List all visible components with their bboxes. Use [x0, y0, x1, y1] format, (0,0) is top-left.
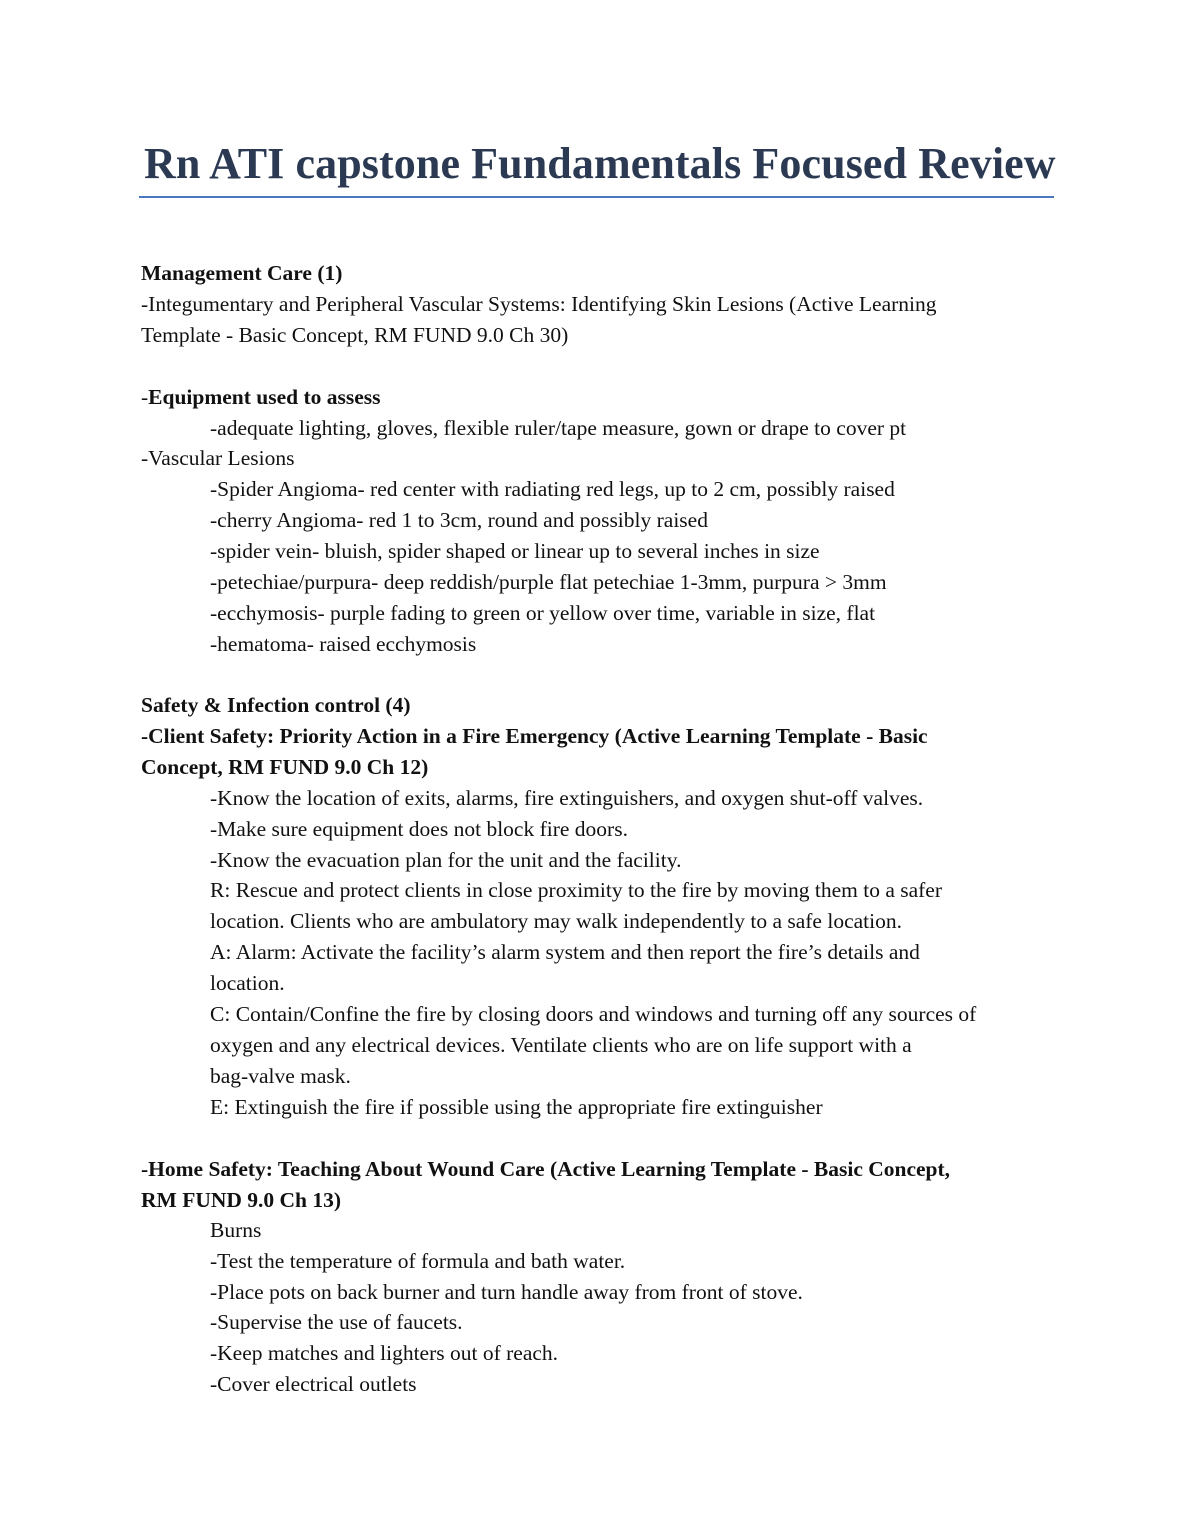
- fire-topic-line1: -Client Safety: Priority Action in a Fire Emergency (Active Learning Template - Basic: [141, 724, 928, 748]
- list-item: bag-valve mask.: [210, 1064, 351, 1088]
- vascular-heading: -Vascular Lesions: [141, 446, 295, 470]
- list-item: -ecchymosis- purple fading to green or yellow over time, variable in size, flat: [210, 601, 876, 625]
- list-item: -petechiae/purpura- deep reddish/purple flat petechiae 1-3mm, purpura > 3mm: [210, 570, 887, 594]
- list-item: -Place pots on back burner and turn handle away from front of stove.: [210, 1280, 803, 1304]
- equipment-dash: -: [141, 385, 149, 409]
- equipment-heading-text: Equipment used to assess: [148, 385, 381, 409]
- document-title: Rn ATI capstone Fundamentals Focused Review: [144, 139, 1056, 188]
- list-item: A: Alarm: Activate the facility’s alarm system and then report the fire’s details and: [210, 940, 920, 964]
- title-underline: [139, 196, 1054, 198]
- management-heading: Management Care (1): [141, 261, 343, 285]
- list-item: -cherry Angioma- red 1 to 3cm, round and possibly raised: [210, 508, 708, 532]
- list-item: -Test the temperature of formula and bath water.: [210, 1249, 626, 1273]
- list-item: -Know the evacuation plan for the unit and the facility.: [210, 848, 682, 872]
- management-topic-line1: -Integumentary and Peripheral Vascular Systems: Identifying Skin Lesions (Active Learning: [141, 292, 937, 316]
- fire-topic-line2: Concept, RM FUND 9.0 Ch 12): [141, 755, 429, 779]
- list-item: E: Extinguish the fire if possible using the appropriate fire extinguisher: [210, 1095, 823, 1119]
- list-item: -Make sure equipment does not block fire doors.: [210, 817, 628, 841]
- list-item: -Cover electrical outlets: [210, 1372, 417, 1396]
- list-item: R: Rescue and protect clients in close proximity to the fire by moving them to a safer: [210, 878, 943, 902]
- list-item: location.: [210, 971, 285, 995]
- list-item: C: Contain/Confine the fire by closing doors and windows and turning off any sources of: [210, 1002, 977, 1026]
- list-item: oxygen and any electrical devices. Ventilate clients who are on life support with a: [210, 1033, 912, 1057]
- safety-heading: Safety & Infection control (4): [141, 693, 411, 717]
- burns-heading: Burns: [210, 1218, 262, 1242]
- list-item: -Keep matches and lighters out of reach.: [210, 1341, 559, 1365]
- list-item: -hematoma- raised ecchymosis: [210, 632, 477, 656]
- equipment-heading: [141, 382, 381, 413]
- equipment-detail: -adequate lighting, gloves, flexible ruler/tape measure, gown or drape to cover pt: [210, 416, 907, 440]
- home-topic-line1: -Home Safety: Teaching About Wound Care (Active Learning Template - Basic Concept,: [141, 1157, 951, 1181]
- home-topic-line2: RM FUND 9.0 Ch 13): [141, 1188, 342, 1212]
- list-item: -Know the location of exits, alarms, fire extinguishers, and oxygen shut-off valves.: [210, 786, 924, 810]
- list-item: location. Clients who are ambulatory may walk independently to a safe location.: [210, 909, 902, 933]
- list-item: -Supervise the use of faucets.: [210, 1310, 463, 1334]
- list-item: -Spider Angioma- red center with radiating red legs, up to 2 cm, possibly raised: [210, 477, 895, 501]
- management-topic-line2: Template - Basic Concept, RM FUND 9.0 Ch 30): [141, 323, 569, 347]
- list-item: -spider vein- bluish, spider shaped or linear up to several inches in size: [210, 539, 820, 563]
